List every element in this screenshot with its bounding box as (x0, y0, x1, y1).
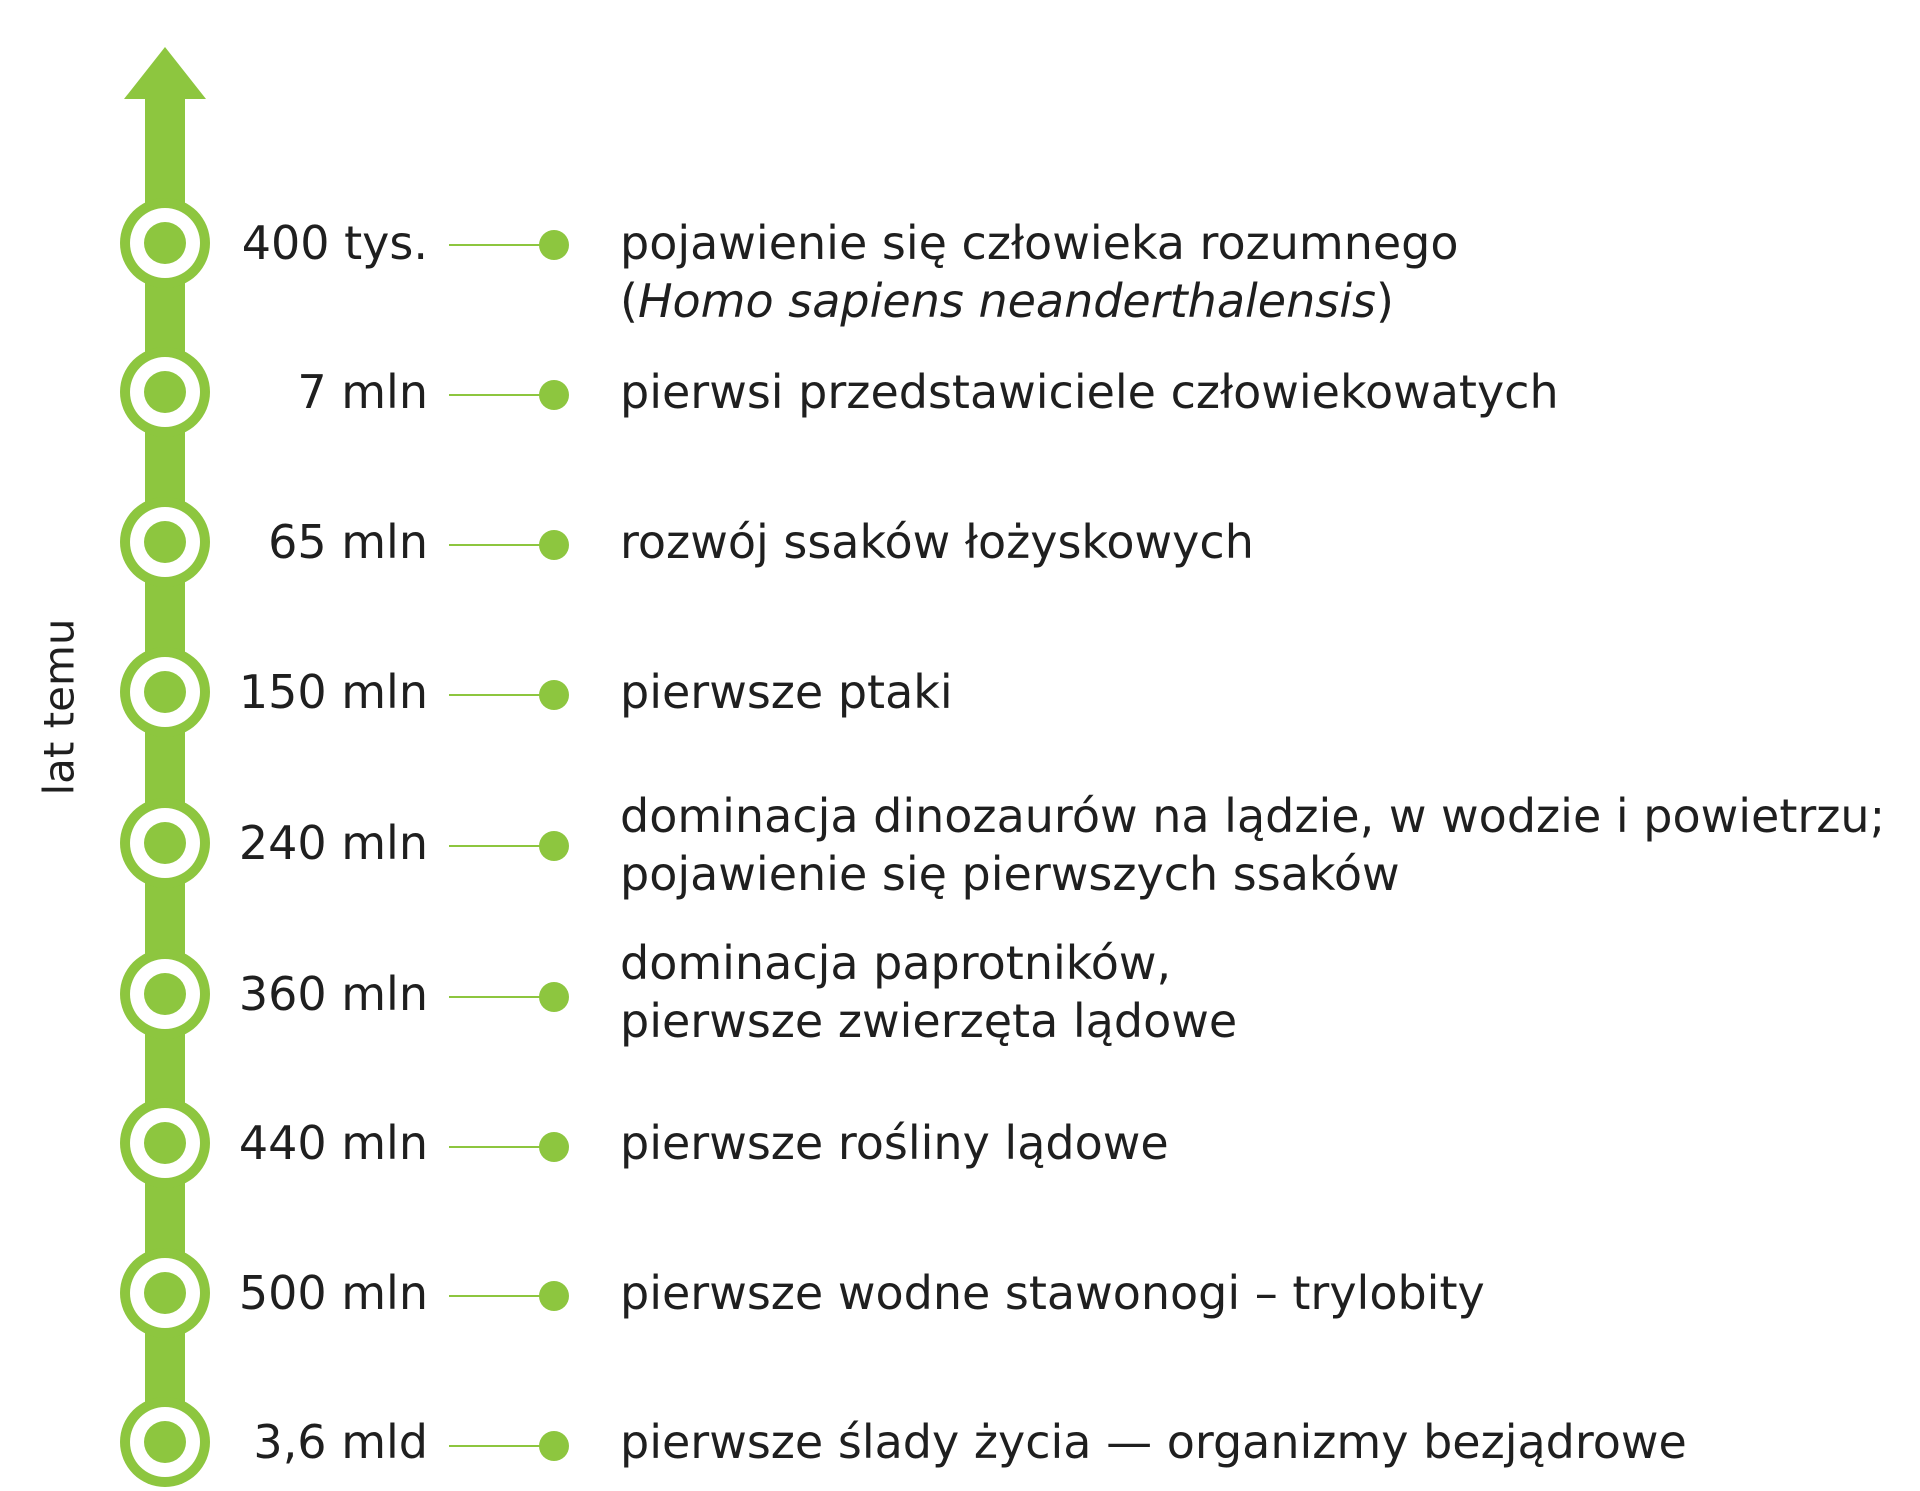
event-description (620, 214, 1459, 330)
event-description (620, 1264, 1485, 1322)
event-line: dominacja paprotników, (620, 936, 1172, 990)
arrow-up-icon (124, 47, 206, 99)
event-description (620, 663, 953, 721)
event-line: pierwsze ptaki (620, 665, 953, 719)
connector-dot-icon (539, 380, 569, 410)
connector-dot-icon (539, 831, 569, 861)
event-line: rozwój ssaków łożyskowych (620, 515, 1254, 569)
connector-line (449, 394, 549, 396)
timeline-node-icon (120, 949, 210, 1039)
connector-dot-icon (539, 982, 569, 1012)
timeline-node-icon (120, 347, 210, 437)
event-date: 240 mln (238, 816, 428, 870)
event-line: pierwsze wodne stawonogi – trylobity (620, 1266, 1485, 1320)
event-date: 150 mln (238, 665, 428, 719)
event-line: pierwsi przedstawiciele człowiekowatych (620, 365, 1559, 419)
event-date: 65 mln (268, 515, 428, 569)
timeline-node-icon (120, 1397, 210, 1487)
paren-close: ) (1375, 274, 1394, 328)
event-line (620, 272, 1459, 330)
event-description (620, 363, 1559, 421)
connector-line (449, 244, 549, 246)
event-line: pierwsze rośliny lądowe (620, 1116, 1169, 1170)
timeline-node-icon (120, 198, 210, 288)
event-date: 440 mln (238, 1116, 428, 1170)
connector-line (449, 1445, 549, 1447)
timeline-node-icon (120, 798, 210, 888)
event-description (620, 1114, 1169, 1172)
event-date: 7 mln (297, 365, 428, 419)
connector-line (449, 845, 549, 847)
connector-line (449, 996, 549, 998)
timeline-node-icon (120, 1098, 210, 1188)
connector-line (449, 694, 549, 696)
event-description (620, 934, 1237, 1050)
connector-line (449, 544, 549, 546)
timeline-node-icon (120, 1248, 210, 1338)
timeline-node-icon (120, 497, 210, 587)
event-line: dominacja dinozaurów na lądzie, w wodzie i powietrzu; (620, 789, 1886, 843)
event-description (620, 513, 1254, 571)
connector-dot-icon (539, 1132, 569, 1162)
axis-label: lat temu (34, 618, 84, 796)
paren-open: ( (620, 274, 638, 328)
connector-dot-icon (539, 680, 569, 710)
event-line: pojawienie się człowieka rozumnego (620, 216, 1459, 270)
event-description (620, 1413, 1687, 1471)
event-date: 500 mln (238, 1266, 428, 1320)
connector-dot-icon (539, 530, 569, 560)
event-date: 400 tys. (241, 216, 428, 270)
species-name: Homo sapiens neanderthalensis (637, 274, 1376, 328)
connector-dot-icon (539, 1281, 569, 1311)
event-line: pierwsze ślady życia — organizmy bezjądrowe (620, 1415, 1687, 1469)
connector-dot-icon (539, 230, 569, 260)
event-line: pojawienie się pierwszych ssaków (620, 847, 1400, 901)
event-description (620, 787, 1885, 903)
event-date: 360 mln (238, 967, 428, 1021)
connector-line (449, 1146, 549, 1148)
event-date: 3,6 mld (253, 1415, 428, 1469)
timeline-node-icon (120, 647, 210, 737)
event-line: pierwsze zwierzęta lądowe (620, 994, 1238, 1048)
connector-line (449, 1295, 549, 1297)
connector-dot-icon (539, 1431, 569, 1461)
